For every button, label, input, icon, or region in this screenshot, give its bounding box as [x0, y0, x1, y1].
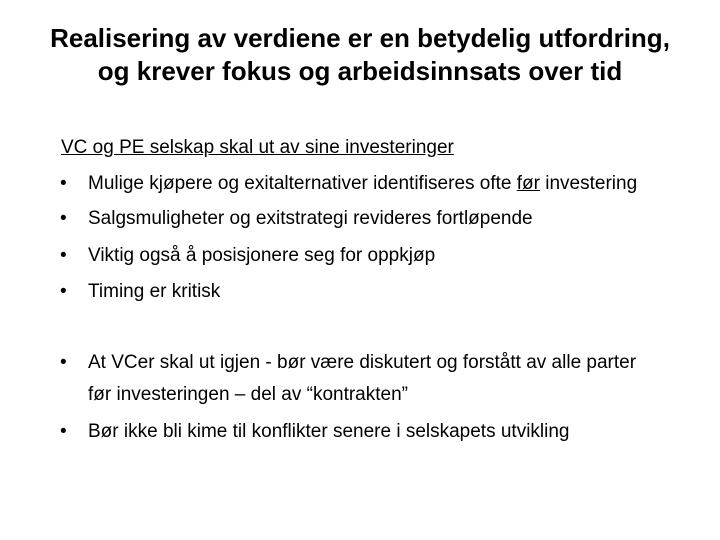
- bullet-text: Timing er kritisk: [88, 281, 221, 302]
- bullet-dot: •: [60, 421, 67, 442]
- bullet-item: [60, 168, 637, 200]
- bullet-dot: •: [60, 352, 67, 373]
- bullet-dot: •: [60, 208, 67, 229]
- bullet-text: At VCer skal ut igjen - bør være diskutert og forstått av alle parter: [88, 352, 637, 373]
- bullet-item: [60, 276, 220, 308]
- bullet-text: Salgsmuligheter og exitstrategi revideres fortløpende: [88, 208, 533, 229]
- bullet-item: [60, 240, 435, 272]
- bullet-dot: •: [60, 281, 67, 302]
- bullet-item: [60, 416, 570, 448]
- bullet-emphasis: før: [516, 173, 540, 194]
- bullet-item: [60, 347, 636, 411]
- bullet-text: Bør ikke bli kime til konflikter senere i selskapets utvikling: [88, 421, 570, 442]
- bullet-dot: •: [60, 173, 67, 194]
- bullet-dot: •: [60, 245, 67, 266]
- bullet-text: Mulige kjøpere og exitalternativer identifiseres ofte: [88, 173, 517, 194]
- bullet-item: [60, 203, 533, 235]
- slide-title-line-2: og krever fokus og arbeidsinnsats over tid: [97, 56, 623, 86]
- slide-title-line-1: Realisering av verdiene er en betydelig utfordring,: [50, 23, 670, 53]
- slide-title: [0, 22, 720, 88]
- bullet-text-continuation: før investeringen – del av “kontrakten”: [88, 384, 408, 405]
- section-heading: VC og PE selskap skal ut av sine investeringer: [61, 137, 454, 158]
- bullet-text-end: investering: [539, 173, 638, 194]
- bullet-text: Viktig også å posisjonere seg for oppkjøp: [88, 245, 436, 266]
